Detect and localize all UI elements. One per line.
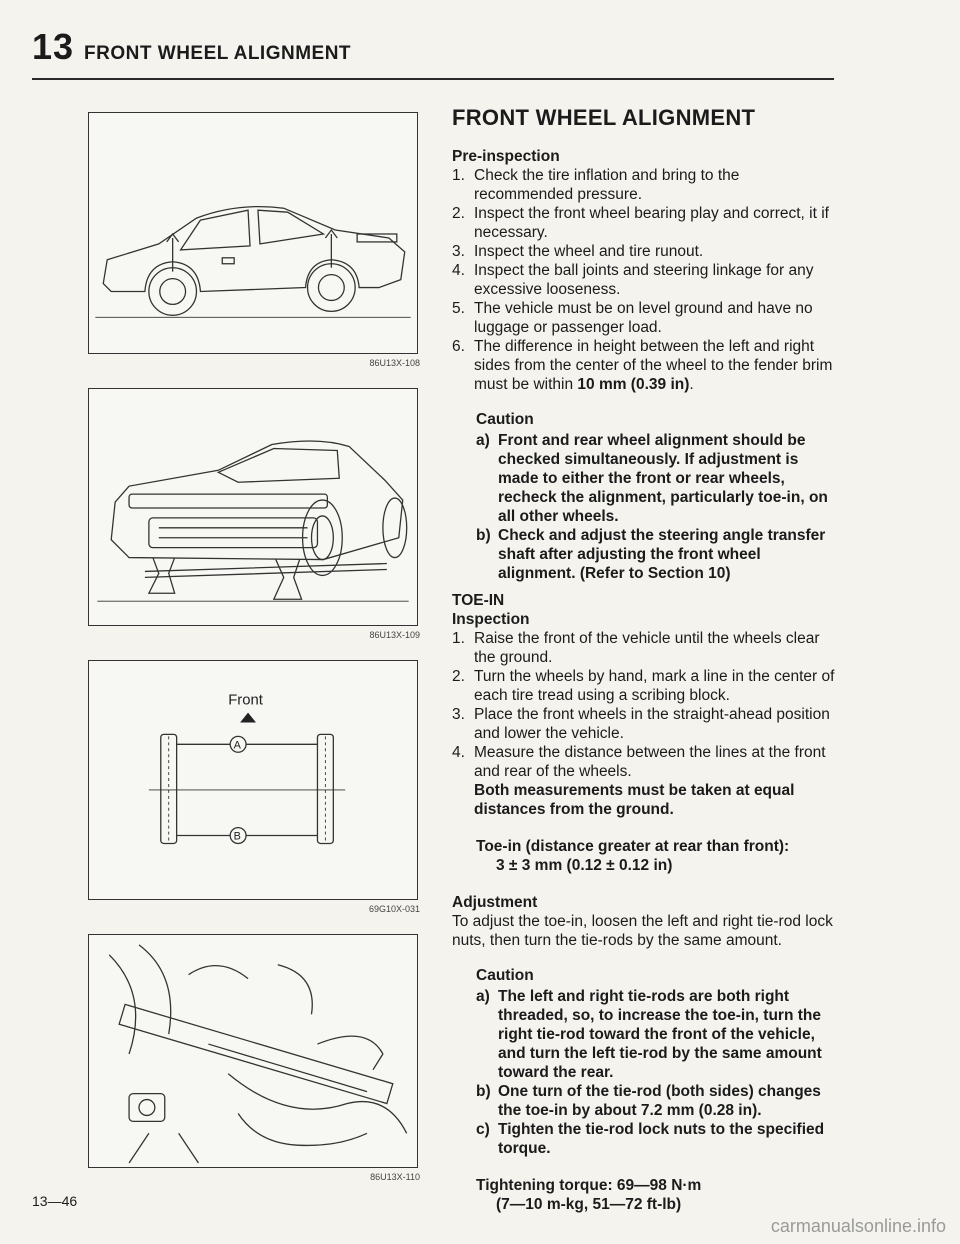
section-title: FRONT WHEEL ALIGNMENT — [452, 105, 756, 130]
list-item: 5. The vehicle must be on level ground and have no luggage or passenger load. — [452, 300, 813, 336]
watermark: carmanualsonline.info — [770, 1216, 946, 1236]
list-item: 1. Check the tire inflation and bring to the recommended pressure. — [452, 167, 740, 203]
list-item: 3. Inspect the wheel and tire runout. — [452, 243, 704, 260]
list-item: 4. Inspect the ball joints and steering linkage for any excessive looseness. — [452, 262, 814, 298]
list-item: 1. Raise the front of the vehicle until the wheels clear the ground. — [452, 630, 820, 666]
figure-2-caption: 86U13X-109 — [369, 630, 420, 640]
adjustment-text: To adjust the toe-in, loosen the left and right tie-rod lock nuts, then turn the tie-rods by the same amount. — [452, 913, 833, 949]
caution-heading: Caution — [476, 411, 534, 428]
torque-value: (7—10 m-kg, 51—72 ft-lb) — [496, 1196, 682, 1213]
caution-item: a) The left and right tie-rods are both right threaded, so, to increase the toe-in, turn the right tie-rod toward the front of the vehicle, and turn the left tie-rod by the same amount toward the rear. — [476, 988, 822, 1081]
adjustment-heading: Adjustment — [452, 894, 538, 911]
figure-4-caption: 86U13X-110 — [370, 1172, 420, 1182]
caution-item: a) Front and rear wheel alignment should be checked simultaneously. If adjustment is made to either the front or rear wheels, recheck the alignment, particularly toe-in, on all other wheels. — [476, 432, 828, 525]
toe-in-spec-label: Toe-in (distance greater at rear than front): — [476, 838, 790, 855]
caution-item: b) One turn of the tie-rod (both sides) changes the toe-in by about 7.2 mm (0.28 in). — [476, 1083, 821, 1119]
front-label: Front — [228, 692, 263, 709]
list-item: 2. Inspect the front wheel bearing play and correct, it if necessary. — [452, 205, 829, 241]
point-b-label: B — [233, 830, 241, 843]
front-arrow-icon — [240, 713, 256, 723]
caution-block-1 — [476, 410, 838, 583]
figure-tie-rod-adjustment — [88, 934, 418, 1168]
tie-rod-illustration — [89, 935, 417, 1167]
measurement-note: Both measurements must be taken at equal distances from the ground. — [474, 782, 795, 818]
pre-inspection-heading: Pre-inspection — [452, 148, 560, 165]
header-rule — [32, 78, 834, 80]
toe-in-heading: TOE-IN — [452, 592, 505, 609]
chapter-title: FRONT WHEEL ALIGNMENT — [84, 43, 352, 64]
chapter-number: 13 — [32, 26, 75, 67]
figure-3-caption: 69G10X-031 — [368, 904, 420, 914]
pre-inspection-list — [452, 166, 838, 394]
toe-in-spec — [476, 837, 838, 875]
point-a-label: A — [233, 739, 241, 752]
list-item: 6. The difference in height between the left and right sides from the center of the wheel to the fender brim must be within 10 mm (0.39 in). — [452, 338, 833, 393]
page-number: 13—46 — [32, 1193, 78, 1209]
toe-in-spec-value: 3 ± 3 mm (0.12 ± 0.12 in) — [496, 857, 673, 874]
torque-spec — [476, 1176, 838, 1214]
list-item: 2. Turn the wheels by hand, mark a line in the center of each tire tread using a scribing block. — [452, 668, 835, 704]
list-item: 4. Measure the distance between the lines at the front and rear of the wheels. — [452, 744, 826, 780]
car-side-illustration — [89, 113, 417, 353]
toe-in-diagram — [89, 661, 417, 899]
car-raised-illustration — [89, 389, 417, 625]
chapter-header — [32, 26, 351, 66]
text-column — [452, 105, 838, 1214]
inspection-heading: Inspection — [452, 611, 530, 628]
figure-1-caption: 86U13X-108 — [369, 358, 420, 368]
figure-toe-in-diagram — [88, 660, 418, 900]
caution-item: b) Check and adjust the steering angle transfer shaft after adjusting the front wheel alignment. (Refer to Section 10) — [476, 527, 826, 582]
caution-heading: Caution — [476, 967, 534, 984]
toe-in-inspection-list — [452, 629, 838, 781]
figure-car-side — [88, 112, 418, 354]
figure-car-raised — [88, 388, 418, 626]
caution-block-2 — [476, 966, 838, 1158]
torque-label: Tightening torque: 69—98 N·m — [476, 1177, 702, 1194]
list-item: 3. Place the front wheels in the straight-ahead position and lower the vehicle. — [452, 706, 830, 742]
caution-item: c) Tighten the tie-rod lock nuts to the specified torque. — [476, 1121, 825, 1157]
